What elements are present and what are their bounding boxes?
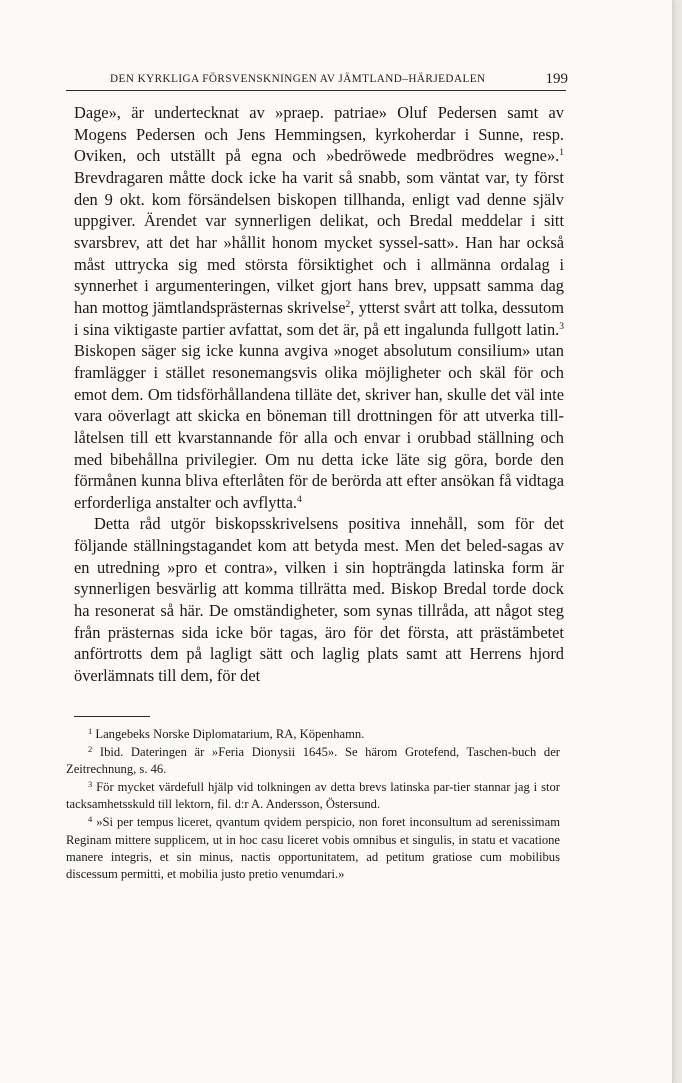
footnote-ref-1: 1 bbox=[559, 148, 564, 159]
paragraph-1-segment-3: , ytterst svårt att tolka, dessutom i sina viktigaste partier avfattat, som det är, på ett ingalunda fullgott latin. bbox=[74, 297, 565, 339]
footnote-mark-2: 2 bbox=[88, 744, 93, 755]
footnote-3 bbox=[66, 779, 560, 813]
footnote-text-1: Langebeks Norske Diplomatarium, RA, Köpenhamn. bbox=[92, 727, 365, 741]
paragraph-2-segment-1: Detta råd utgör biskopsskrivelsens positiva innehåll, som för det följande ställningstagandet kom att betyda mest. Men det beled-sagas av en utredning »pro et contra», vilken i sin hopträngda latinska form är synnerligen besvärlig att komma tillrätta med. Biskop Bredal torde dock ha resonerat så här. De omständigheter, som synas tillråda, att något steg från prästernas sida icke bör tagas, äro för det första, att prästämbetet anförtrotts dem på lagligt sätt och laglig plats samt att Herrens hjord överlämnats till dem, för det bbox=[74, 514, 564, 686]
footnote-2 bbox=[66, 744, 560, 778]
footnote-ref-4: 4 bbox=[297, 494, 302, 505]
footnote-rule bbox=[74, 716, 150, 717]
footnote-text-3: För mycket värdefull hjälp vid tolkningen av detta brevs latinska par-tier stannar jag i stor tacksamhetsskuld till lektorn, fil. d:r A. Andersson, Östersund. bbox=[66, 780, 560, 812]
page-number: 199 bbox=[545, 71, 568, 87]
footnote-ref-3: 3 bbox=[559, 321, 564, 332]
paragraph-1-segment-1: Dage», är undertecknat av »praep. patriae» Oluf Pedersen samt av Mogens Pedersen och Jens Hemmingsen, kyrkoherdar i Sunne, resp. Oviken, och utställt på egna och »bedröwede medbrödres wegne». bbox=[74, 103, 564, 166]
footnotes bbox=[66, 726, 560, 884]
paragraph-1 bbox=[74, 102, 564, 513]
footnote-text-4: »Si per tempus liceret, qvantum qvidem perspicio, non foret inconsultum ad serenissimam Reginam mittere supplicem, ut in hoc casu liceret vobis omnibus et singulis, in statu et vacatione manere integris, et sin minus, nactis opportunitatem, ad petitum gratiose cum mobilibus discessum permitti, et mobilia justo pretio venumdari.» bbox=[66, 815, 560, 881]
footnote-4 bbox=[66, 814, 560, 882]
footnote-ref-2: 2 bbox=[345, 299, 351, 310]
paragraph-2 bbox=[74, 513, 564, 686]
body-text bbox=[74, 102, 564, 687]
footnote-1 bbox=[66, 726, 560, 743]
running-head-title: DEN KYRKLIGA FÖRSVENSKNINGEN AV JÄMTLAND–HÄRJEDALEN bbox=[110, 73, 486, 85]
paragraph-1-segment-2: Brevdragaren måtte dock icke ha varit så snabb, som väntat var, ty först den 9 okt. kom försändelsen biskopen tillhanda, enligt vad denne själv uppgiver. Ärendet var synnerligen delikat, och Bredal meddelar i sitt svarsbrev, att det har »hållit honom mycket syssel-satt». Han har också måst uttrycka sig med största försiktighet och i allmänna ordalag i synnerhet i argumenteringen, vilket gjort hans brev, uppsatt samma dag han mottog jämtlandsprästernas skrivelse bbox=[74, 167, 564, 317]
footnote-mark-1: 1 bbox=[88, 726, 93, 736]
footnote-mark-4: 4 bbox=[88, 814, 93, 825]
header-rule bbox=[66, 90, 566, 91]
footnote-mark-3: 3 bbox=[88, 779, 93, 790]
footnote-text-2: Ibid. Dateringen är »Feria Dionysii 1645». Se härom Grotefend, Taschen-buch der Zeitrechnung, s. 46. bbox=[66, 745, 560, 777]
paragraph-1-segment-4: Biskopen säger sig icke kunna avgiva »noget absolutum consilium» utan framlägger i stället resonemangsvis olika möjligheter och skäl för och emot dem. Om tidsförhållandena tilläte det, skriver han, skulle det väl inte vara oöverlagt att skicka en böneman till drottningen för att utverka till-låtelsen till ett kvarstannande för alla och envar i orubbad ställning och med bibehållna privilegier. Om nu detta icke läte sig göra, borde den förmånen kunna bliva efterlåten för de berörda att efter ansökan få vidtaga erforderliga anstalter och avflytta. bbox=[74, 341, 564, 512]
